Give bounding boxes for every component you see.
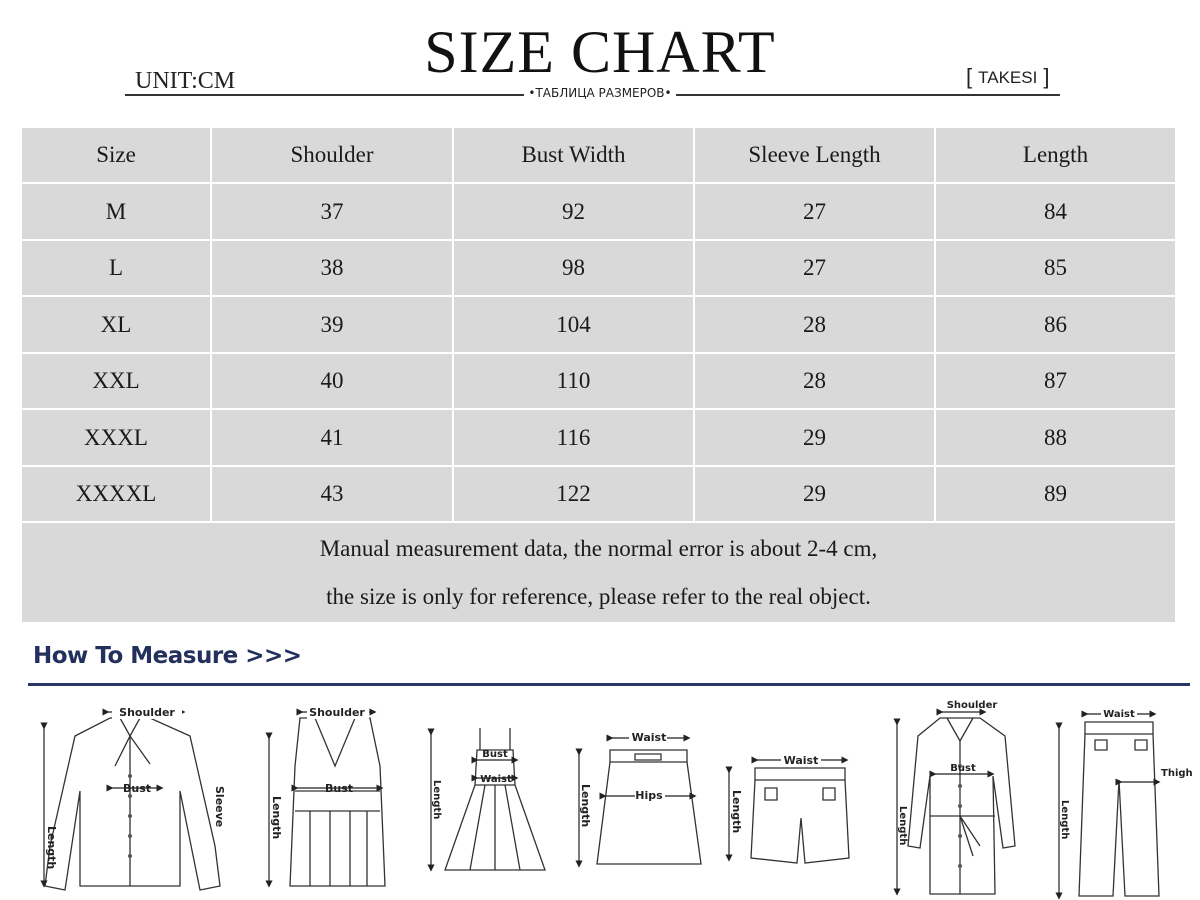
shorts-diagram [715,748,865,878]
bust-label: Bust [324,782,354,795]
shoulder-label: Shoulder [946,700,998,711]
table-cell: 39 [211,296,453,352]
table-cell: 85 [935,240,1176,296]
table-cell: 92 [453,183,694,239]
size-cell: M [21,183,211,239]
table-cell: 110 [453,353,694,409]
length-label: Length [45,826,58,870]
table-cell: 37 [211,183,453,239]
table-cell: 29 [694,409,935,465]
table-cell: 27 [694,183,935,239]
header-cell: Sleeve Length [694,127,935,183]
bust-label: Bust [950,763,976,774]
dress-diagram [415,720,560,890]
unit-label: UNIT:CM [135,68,236,94]
brand-name: TAKESI [978,68,1038,87]
table-cell: 98 [453,240,694,296]
length-label: Length [1059,800,1070,840]
waist-label: Waist [783,754,819,767]
subtitle [0,86,1200,100]
table-cell: 86 [935,296,1176,352]
table-cell: 41 [211,409,453,465]
table-row [21,409,1176,465]
size-cell: XXXL [21,409,211,465]
shoulder-label: Shoulder [119,706,175,719]
measurement-note [21,522,1176,623]
note-line-1: Manual measurement data, the normal error is about 2-4 cm, [319,535,878,561]
size-cell: XXXXL [21,466,211,522]
how-to-measure-title: How To Measure >>> [33,643,302,669]
length-label: Length [579,784,592,828]
size-table [20,126,1177,624]
table-cell: 84 [935,183,1176,239]
tank-top-diagram [255,696,405,900]
length-label: Length [897,806,908,846]
pants-diagram [1045,700,1195,900]
note-line-2: the size is only for reference, please refer to the real object. [326,583,871,609]
subtitle-text: •ТАБЛИЦА РАЗМЕРОВ• [524,86,675,100]
table-row [21,240,1176,296]
shoulder-label: Shoulder [309,706,365,719]
coat-diagram [885,696,1035,900]
table-cell: 104 [453,296,694,352]
blouse-diagram [30,696,245,900]
length-label: Length [730,790,743,834]
table-cell: 28 [694,353,935,409]
size-cell: XL [21,296,211,352]
table-cell: 40 [211,353,453,409]
bust-label: Bust [482,749,508,760]
table-row [21,466,1176,522]
size-cell: L [21,240,211,296]
page-title: SIZE CHART [424,19,776,85]
table-cell: 87 [935,353,1176,409]
table-row [21,353,1176,409]
waist-label: Waist [480,774,512,785]
header-cell: Bust Width [453,127,694,183]
hips-label: Hips [635,789,663,802]
header-cell: Shoulder [211,127,453,183]
table-cell: 27 [694,240,935,296]
length-label: Length [431,780,442,820]
bust-label: Bust [122,782,152,795]
table-row [21,296,1176,352]
table-row [21,183,1176,239]
length-label: Length [270,796,283,840]
table-cell: 28 [694,296,935,352]
table-cell: 89 [935,466,1176,522]
waist-label: Waist [1103,709,1135,720]
how-to-measure-rule [28,683,1190,686]
measure-diagrams [0,690,1200,900]
size-cell: XXL [21,353,211,409]
waist-label: Waist [631,731,667,744]
header-cell: Size [21,127,211,183]
table-header-row [21,127,1176,183]
table-note-row [21,522,1176,623]
skirt-diagram [565,724,710,884]
brand-tag: [ TAKESI ] [966,64,1050,89]
table-cell: 38 [211,240,453,296]
table-cell: 88 [935,409,1176,465]
table-cell: 43 [211,466,453,522]
table-cell: 122 [453,466,694,522]
table-cell: 29 [694,466,935,522]
sleeve-label: Sleeve [213,786,226,828]
header-cell: Length [935,127,1176,183]
thigh-label: Thigh [1161,768,1193,779]
table-cell: 116 [453,409,694,465]
